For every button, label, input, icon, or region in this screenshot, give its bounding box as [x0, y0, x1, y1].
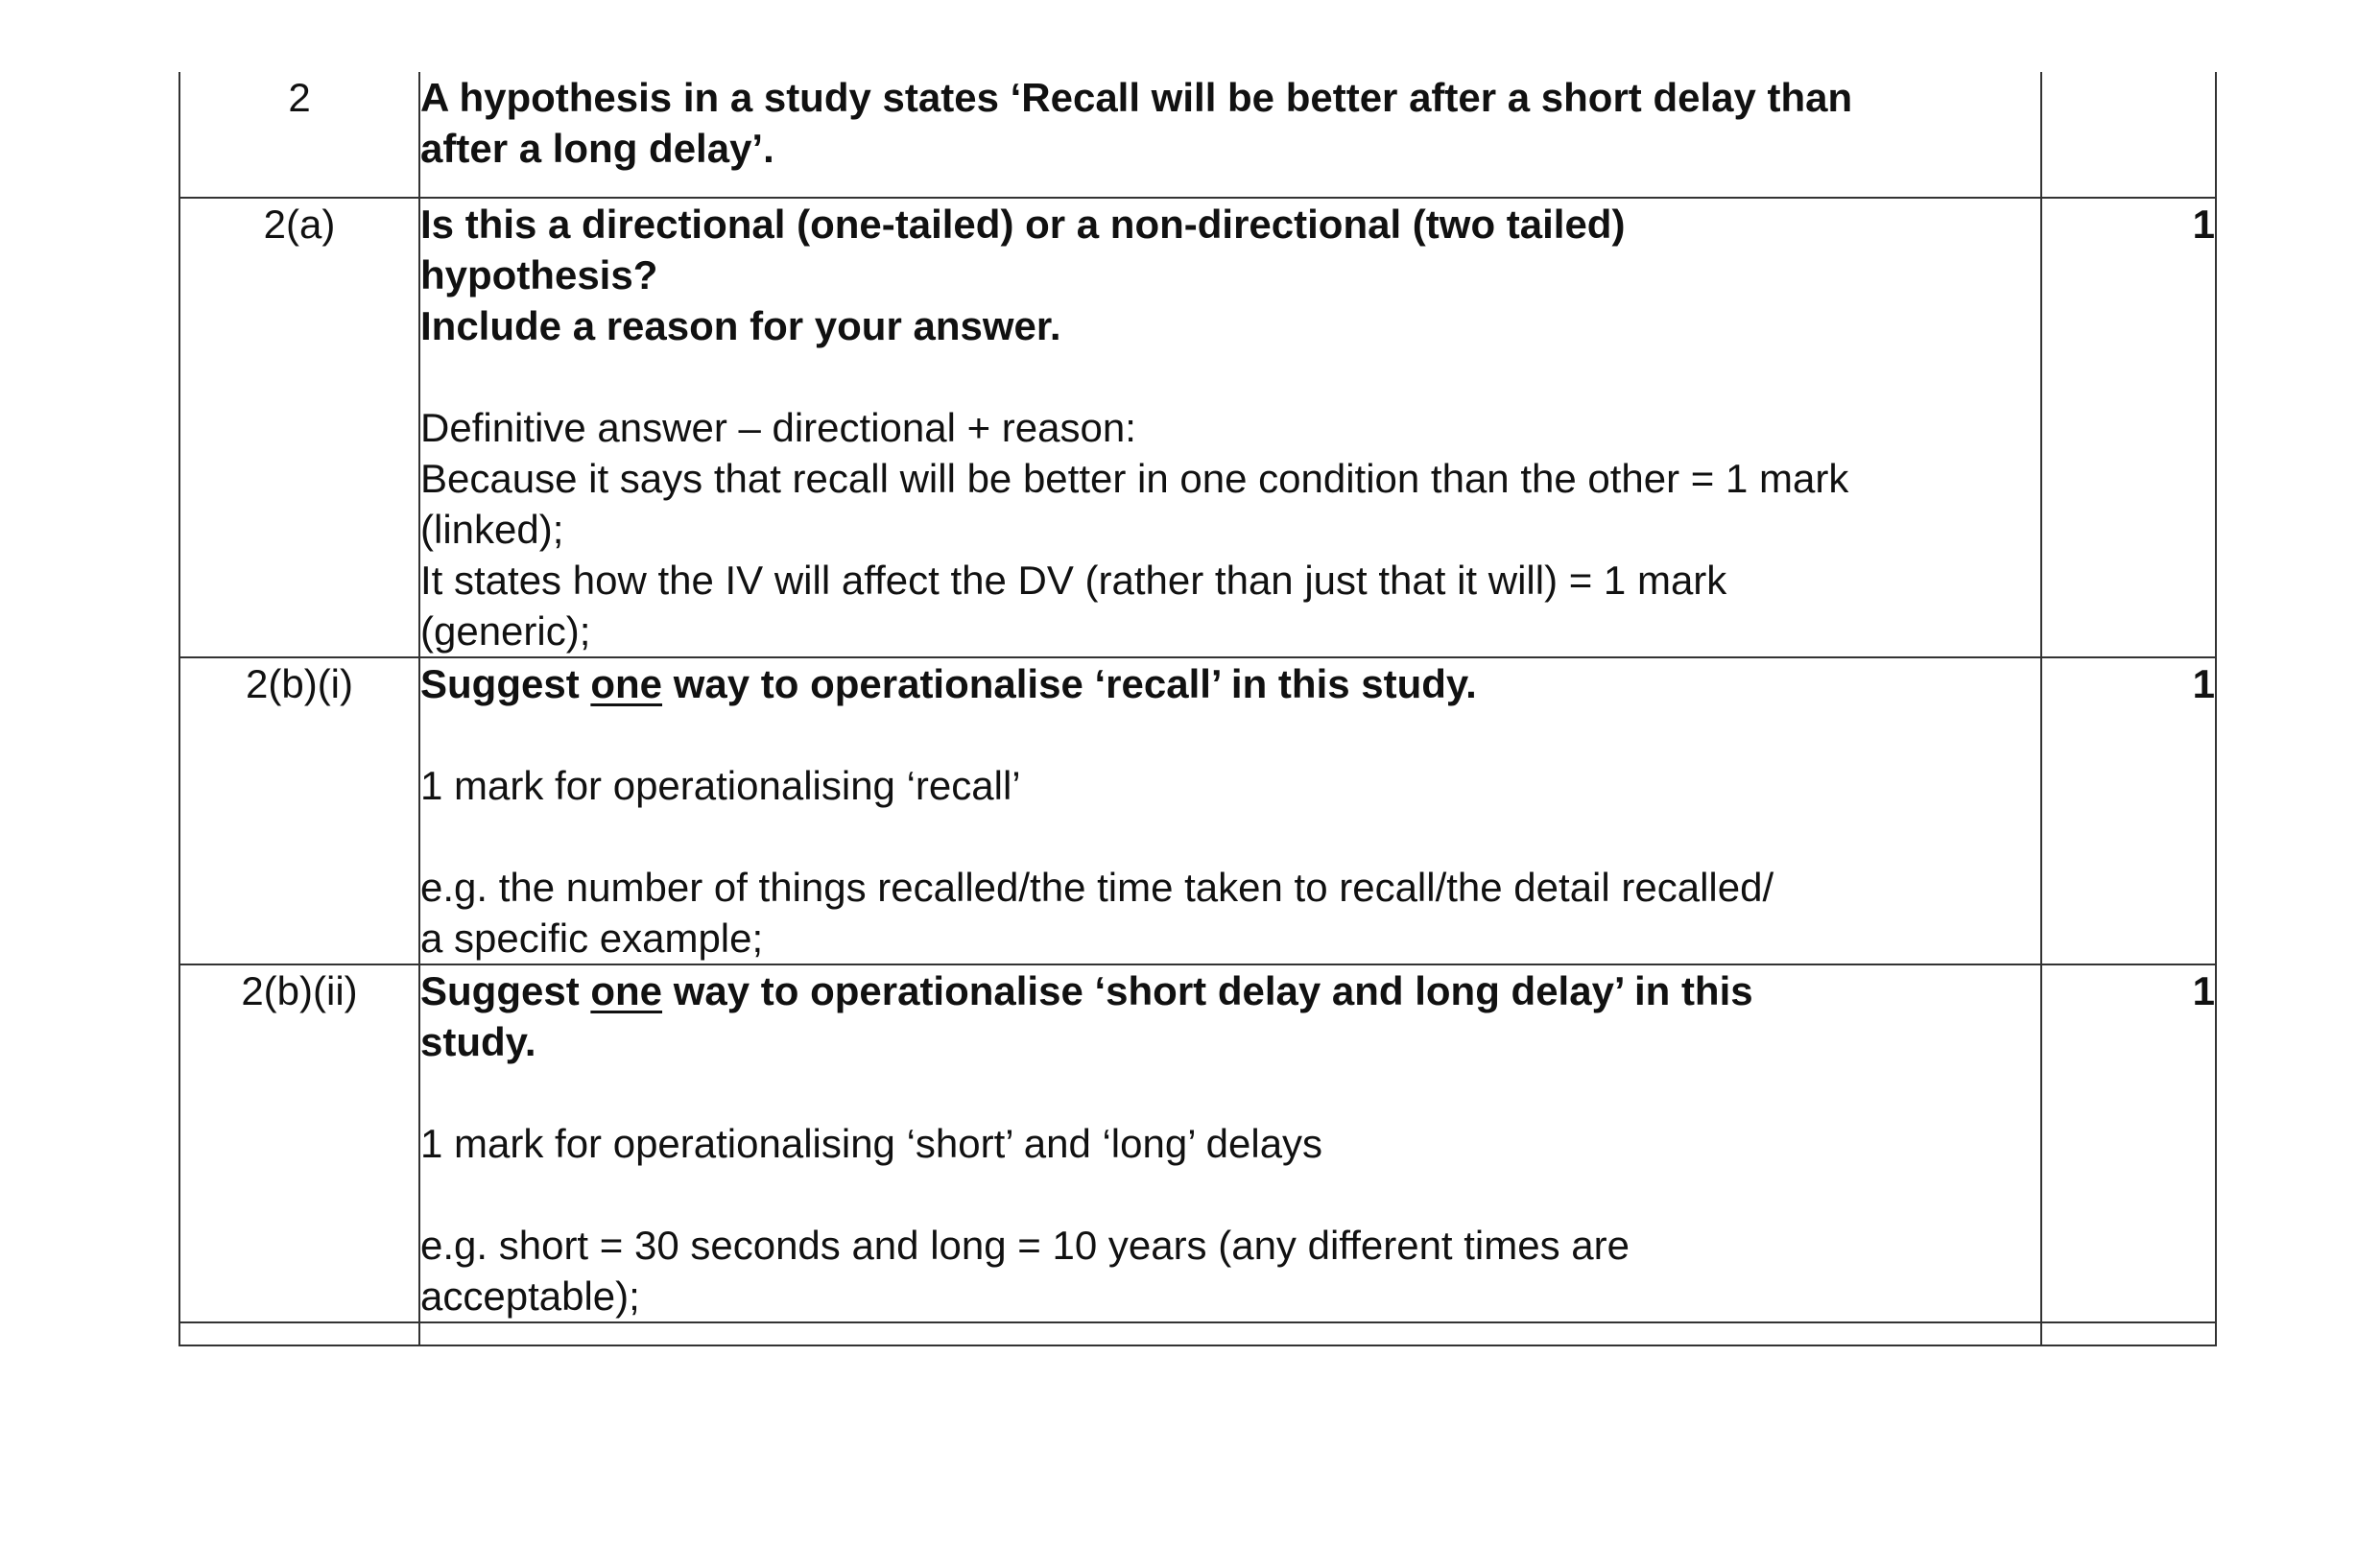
mark-scheme-table [178, 72, 2217, 1346]
guidance-text: e.g. the number of things recalled/the time taken to recall/the detail recalled/ [420, 865, 1774, 910]
spacer [420, 351, 2040, 402]
question-number [179, 657, 419, 964]
guidance-text: 1 mark for operationalising ‘short’ and ‘long’ delays [420, 1121, 1323, 1166]
question-number [179, 198, 419, 657]
guidance-text: (linked); [420, 507, 564, 552]
spacer [420, 1067, 2040, 1118]
question-text-cell [419, 964, 2041, 1322]
guidance-text: (generic); [420, 608, 591, 654]
question-text: study. [420, 1019, 536, 1064]
spacer [420, 1169, 2040, 1220]
question-text-part: Suggest [420, 661, 591, 706]
table-row-q2bii [179, 964, 2216, 1322]
question-number-text: 2(b)(ii) [241, 968, 358, 1013]
question-text [420, 965, 2040, 1016]
question-number [179, 72, 419, 198]
guidance-text: a specific example; [420, 916, 764, 961]
mark-cell [2041, 964, 2216, 1322]
spacer [420, 811, 2040, 862]
question-number-text: 2(a) [263, 202, 336, 247]
guidance-text: acceptable); [420, 1273, 640, 1319]
question-number [179, 964, 419, 1322]
mark-cell [2041, 657, 2216, 964]
underlined-word: one [590, 661, 663, 706]
question-text: A hypothesis in a study states ‘Recall will be better after a short delay than [420, 75, 1853, 120]
guidance-text: Because it says that recall will be better in one condition than the other = 1 mark [420, 456, 1849, 501]
mark-cell [2041, 72, 2216, 198]
guidance-text: It states how the IV will affect the DV (rather than just that it will) = 1 mark [420, 558, 1727, 603]
question-text-part: way to operationalise ‘short delay and long delay’ in this [662, 968, 1753, 1013]
question-text: after a long delay’. [420, 126, 774, 171]
question-number-text: 2 [288, 75, 311, 120]
empty-cell [2041, 1322, 2216, 1345]
question-number-text: 2(b)(i) [246, 661, 353, 706]
guidance-text: Definitive answer – directional + reason: [420, 405, 1136, 450]
question-text: hypothesis? [420, 252, 658, 298]
guidance-text: 1 mark for operationalising ‘recall’ [420, 763, 1021, 808]
question-text-cell [419, 198, 2041, 657]
mark-value: 1 [2192, 968, 2215, 1013]
spacer [420, 709, 2040, 760]
underlined-word: one [590, 968, 663, 1013]
table-row-q2bi [179, 657, 2216, 964]
mark-value: 1 [2192, 661, 2215, 706]
question-text-part: Suggest [420, 968, 591, 1013]
empty-cell [179, 1322, 419, 1345]
guidance-text: e.g. short = 30 seconds and long = 10 years (any different times are [420, 1223, 1630, 1268]
mark-value: 1 [2192, 202, 2215, 247]
empty-cell [419, 1322, 2041, 1345]
table-row-continuation [179, 1322, 2216, 1345]
question-text-cell [419, 657, 2041, 964]
table-row-q2a [179, 198, 2216, 657]
question-text [420, 658, 2040, 709]
table-row-q2 [179, 72, 2216, 198]
mark-cell [2041, 198, 2216, 657]
mark-scheme-page [178, 72, 2215, 1346]
question-text: Include a reason for your answer. [420, 303, 1061, 348]
question-text-part: way to operationalise ‘recall’ in this study. [662, 661, 1477, 706]
question-text-cell [419, 72, 2041, 198]
question-text: Is this a directional (one-tailed) or a non-directional (two tailed) [420, 202, 1626, 247]
